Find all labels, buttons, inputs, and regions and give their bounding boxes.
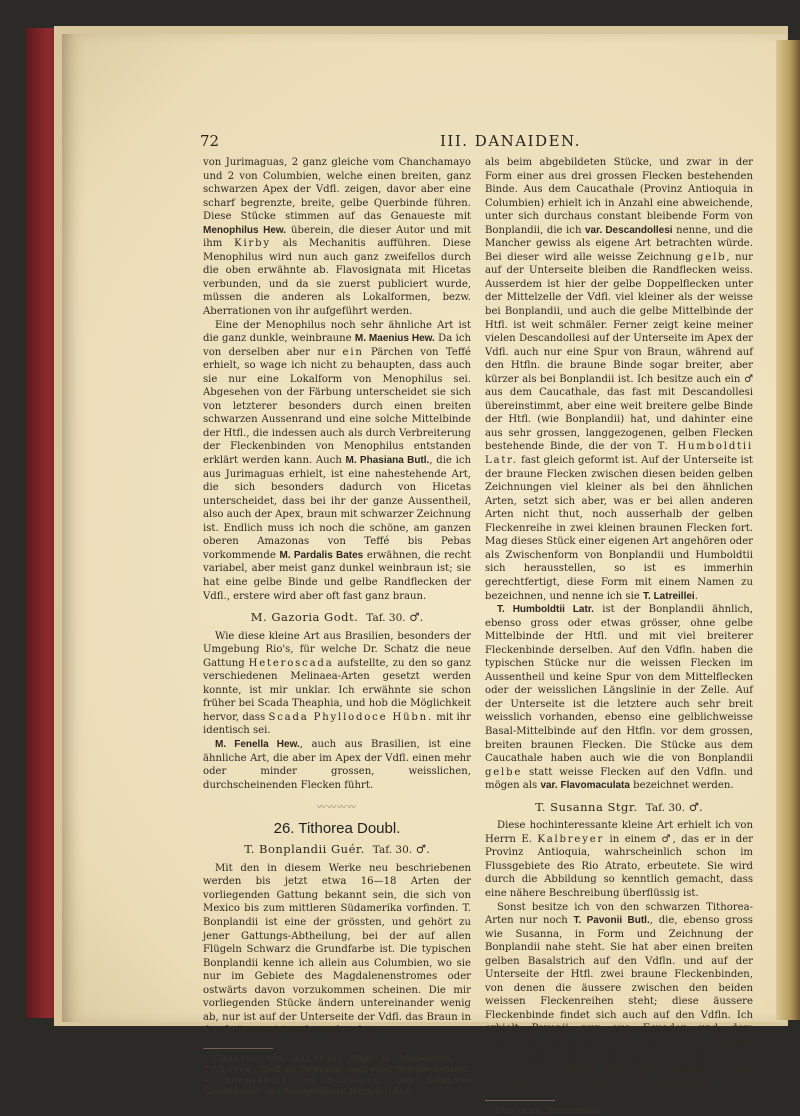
- paragraph: Diese hochinteressante kleine Art erhielt ich von Herrn E. Kalbreyer in einem ♂, das er in der Provinz Antioquia, wahrscheinlich schon im Flussgebiete des Rio Atrato, erbeutete. Sie wird durch die Abbildung so kenntlich gemacht, dass eine nähere Beschreibung überflüssig ist.: [485, 820, 753, 899]
- species-heading: T. Bonplandii Guér. Taf. 30. ♂.: [244, 842, 430, 857]
- paragraph: T. Humboldtii Latr. ist der Bonplandii ähnlich, ebenso gross oder etwas grösser, ohne gelbe Mittelbinde der Htfl. und mit viel breiterer Fleckenbinde derselben. Auf den Vdfln. haben die typischen Stücke nur die weissen Flecken im Aussentheil und keine Spur von dem Mittelflecken oder der weisslichen Längslinie in der Zelle. Auf der Unterseite ist die letztere auch sehr breit weisslich vorhanden, ebenso eine gelblichweisse Basal-Mittelbinde auf den Htfln. vor dem grossen, breiten braunen Flecken. Die Stücke aus dem Caucathale haben auch wie die von Bonplandii gelbe statt weisse Flecken auf den Vdfln. und mögen als var. Flavomaculata bezeichnet werden.: [485, 604, 753, 792]
- species-heading: M. Gazoria Godt. Taf. 30. ♂.: [250, 610, 424, 625]
- page-edge: [776, 40, 800, 1020]
- footnote: Susanna, Frauenname.: [495, 1105, 604, 1116]
- footnote-rule: [485, 1100, 555, 1101]
- paragraph: von Jurimaguas, 2 ganz gleiche vom Chanchamayo und 2 von Columbien, welche einen breiten, ganz schwarzen Apex der Vdfl. zeigen, davor aber eine scharf begrenzte, breite, gelbe Querbinde führen. Diese Stücke stimmen auf das Genaueste mit Menophilus Hew. überein, die dieser Autor und mit ihm Kirby als Mechanitis aufführen. Diese Menophilus wird nun auch ganz zweifellos durch die oben erwähnte ab. Flavosignata mit Hicetas verbunden, und da sie zuerst publiciert wurde, müssen die anderen als Lokalformen, bezw. Aberrationen von ihr aufgeführt werden.: [203, 157, 471, 318]
- page-number: 72: [200, 132, 220, 150]
- species-heading: T. Susanna Stgr. Taf. 30. ♂.: [535, 799, 703, 814]
- footnote: Gazoria von Gazoros, Stadt in Macedonien. — Tithorea, Stadt am Parnassus, nach einer Nymphe benannt. — Bonplandii von Bonpland, dem bekannten Naturforscher und Reisegefährten Humboldts.: [203, 1052, 471, 1096]
- paragraph: als beim abgebildeten Stücke, und zwar in der Form einer aus drei grossen Flecken bestehenden Binde. Aus dem Caucathale (Provinz Antioquia in Columbien) erhielt ich in Anzahl eine abweichende, unter sich durchaus constant bleibende Form von Bonplandii, die ich var. Descandollesi nenne, und die Mancher gewiss als eigene Art betrachten würde. Bei dieser wird alle weisse Zeichnung gelb, nur auf der Unterseite bleiben die Randflecken weiss. Ausserdem ist hier der gelbe Doppelflecken unter der Mittelzelle der Vdfl. viel kleiner als der weisse bei Bonplandii, und auch die gelbe Mittelbinde der Htfl. ist weit schmäler. Ferner zeigt keine meiner vielen Descandollesi auf der Unterseite im Apex der Vdfl. auch nur eine Spur von Braun, während auf den Htfln. die braune Binde sogar breiter, aber kürzer als bei Bonplandii ist. Ich besitze auch ein ♂ aus dem Caucathale, das fast mit Descandollesi übereinstimmt, aber eine weit breitere gelbe Binde der Htfl. (wie Bonplandii) hat, und dahinter eine aus sehr grossen, langgezogenen, gelben Flecken bestehende Binde, die der von T. Humboldtii Latr. fast gleich geformt ist. Auf der Unterseite ist der braune Flecken zwischen diesen beiden gelben Zeichnungen viel kleiner als bei den ähnlichen Arten, setzt sich aber, was er bei allen anderen Arten nicht thut, noch ausserhalb der gelben Fleckenreihe in zwei kleinen braunen Flecken fort. Mag dieses Stück einer eigenen Art angehören oder als Zwischenform von Bonplandii und Humboldtii sich herausstellen, so ist es immerhin gerechtfertigt, diese Form mit einem Namen zu bezeichnen, und nenne ich sie T. Latreillei.: [485, 157, 754, 602]
- paragraph: Eine der Menophilus noch sehr ähnliche Art ist die ganz dunkle, weinbraune M. Maenius Hew. Da ich von derselben aber nur ein Pärchen von Teffé erhielt, so wage ich nicht zu behaupten, dass auch sie nur eine Lokalform von Menophilus sei. Abgesehen von der Färbung unterscheidet sie sich von letzterer besonders durch einen breiten schwarzen Aussenrand und eine solche Mittelbinde der Htfl., die indessen auch als durch Verbreiterung der Fleckenbinden von Menophilus entstanden erklärt werden kann. Auch M. Phasiana Butl., die ich aus Jurimaguas erhielt, ist eine nahestehende Art, die sich besonders dadurch von Hicetas unterscheidet, dass bei ihr der ganze Aussentheil, also auch der Apex, braun mit schwarzer Zeichnung ist. Endlich muss ich noch die schöne, am ganzen oberen Amazonas von Teffé bis Pebas vorkommende M. Pardalis Bates erwähnen, die recht variabel, aber meist ganz dunkel weinbraun ist; sie hat eine gelbe Binde und gelbe Randflecken der Vdfl., erstere wird aber oft fast ganz braun.: [203, 319, 471, 602]
- section-ornament: 〰〰〰〰: [316, 803, 357, 814]
- paragraph: Wie diese kleine Art aus Brasilien, besonders der Umgebung Rio's, für welche Dr. Schatz die neue Gattung Heteroscada aufstellte, zu den so ganz verschiedenen Melinaea-Arten gesetzt werden konnte, ist mir unklar. Ich erwähnte sie schon früher bei Scada Theaphia, und hob die Möglichkeit hervor, dass Scada Phyllodoce Hübn. mit ihr identisch sei.: [203, 630, 471, 737]
- paragraph: M. Fenella Hew., auch aus Brasilien, ist eine ähnliche Art, die aber im Apex der Vdfl. einen mehr oder minder grossen, weisslichen, durchscheinenden Flecken führt.: [203, 738, 471, 791]
- right-column: [485, 156, 753, 1116]
- paragraph: Sonst besitze ich von den schwarzen Tithorea-Arten nur noch T. Pavonii Butl., die, ebenso gross wie Susanna, in Form und Zeichnung der Bonplandii nahe steht. Sie hat aber einen breiten gelben Basalstrich auf den Vdfln. und auf der Unterseite der Htfl. zwei braune Fleckenbinden, von denen die äussere zwischen den beiden weissen Fleckenreihen steht; diese äussere Fleckenbinde findet sich auch auf den Vdfln. Ich erhielt Pavonii nur aus Ecuador und dem Caucathale, während Butler's Stücke in Panama ein „common insect" sein sollen. Ob dies richtig, und ob meine Stücke nicht eine Lokalform seiner Art sind, muss ich dahin gestellt sein lassen.: [485, 901, 753, 1089]
- chapter-title: III. DANAIDEN.: [440, 132, 581, 150]
- running-head: [200, 132, 780, 152]
- paragraph: Mit den in diesem Werke neu beschriebenen werden bis jetzt etwa 16—18 Arten der vorliegenden Gattung bekannt sein, die sich von Mexico bis zum mittleren Südamerika vorfinden. T. Bonplandii ist eine der grössten, und gehört zu jener Gattungs-Abtheilung, bei der auf allen Flügeln Schwarz die Grundfarbe ist. Die typischen Bonplandii kenne ich allein aus Columbien, wo sie nur im Gebiete des Magdalenenstromes oder ostwärts davon vorzukommen scheinen. Die mir vorliegenden Stücke ändern untereinander wenig ab, nur ist auf der Unterseite der Vdfl. das Braun in der Spitze meist mehr vorhanden: [203, 862, 471, 1037]
- left-column: [203, 156, 471, 1097]
- genus-heading: 26. Tithorea Doubl.: [273, 819, 401, 837]
